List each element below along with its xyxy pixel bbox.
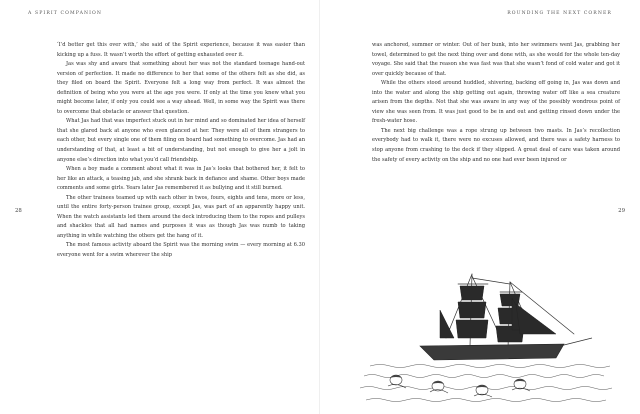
- body-text-left: [57, 41, 305, 261]
- swimmers: [388, 375, 530, 397]
- hull: [420, 344, 564, 360]
- paragraph: What Jas had that was imperfect stuck out in her mind and so dominated her idea of herself that she glared back at anyone who even glanced at her. They were all of them strangers to each other, but every single one of them filing on board had something to overcome. Jas had an understanding of that, at least a bit of understanding, but not enough to give her a jolt in anyone else’s direction into what you’d call friendship.: [57, 118, 305, 163]
- paragraph: When a boy made a comment about what it was in Jas’s looks that bothered her, it felt to her like an attack, a teasing jab, and she shrank back in defiance and shame. Other boys made comments and some girls. Years later Jas remembered it as bullying and it still burned.: [57, 166, 305, 192]
- paragraph: was anchored, summer or winter. Out of her bunk, into her swimmers went Jas, grabbing her towel, determined to get the next thing over and done with, as she would for the whole ten-day voyage. She said that the reason she was fast was that she wasn’t fond of cold water and got it over quickly because of that.: [372, 42, 620, 77]
- paragraph: The most famous activity aboard the Spirit was the morning swim — every morning at 6.30 everyone went for a swim wherever the ship: [57, 242, 305, 259]
- ship-and-swimmers-sketch: [360, 268, 622, 410]
- sails: [440, 286, 556, 342]
- page-number-left: 28: [15, 208, 22, 214]
- running-head-right: ROUNDING THE NEXT CORNER: [507, 11, 612, 16]
- paragraph: Jas was shy and aware that something about her was not the standard teenage hand-out version of perfection. It made no difference to her that some of the others felt as she did, as they filed on board the Spirit. Everyone felt a long way from perfect. It was almost the definition of being who you were at the age you were. If only at the time you knew what you might become later, if only you could see a way ahead. Well, in some way the Spirit was there to overcome that obstacle or answer that question.: [57, 61, 305, 115]
- body-text-right: [372, 41, 620, 165]
- paragraph: The next big challenge was a rope strung up between two masts. In Jas’s recollection everybody had to walk it, there were no excuses allowed, and there was a safety harness to stop anyone from crashing to the deck if they slipped. A great deal of care was taken around the safety of every activity on the ship and no one had ever been injured or: [372, 127, 620, 163]
- running-head-left: A SPIRIT COMPANION: [28, 11, 103, 16]
- paragraph: While the others stood around huddled, shivering, backing off going in, Jas was down and into the water and along the ship getting out again, throwing water off like a sea creature arisen from the depths. Not that she was aware in any way of the possibly wondrous point of view she was seen from. It was just good to be in and out and getting rinsed down under the fresh-water hose.: [372, 80, 620, 125]
- swimmer-hair: [390, 375, 526, 388]
- paragraph: ‘I’d better get this over with,’ she said of the Spirit experience, because it was easier than kicking up a fuss. It wasn’t worth the effort of getting exhausted over it.: [57, 42, 305, 58]
- paragraph: The other trainees teamed up with each other in twos, fours, eights and tens, more or less, until the entire forty-person trainee group, except Jas, was part of an apparently happy unit. When the watch assistants led them around the deck introducing them to the ropes and pulleys and shackles that all had names and purposes it was as though Jas was numb to taking anything in while watching the others get the hang of it.: [57, 194, 305, 239]
- page-number-right: 29: [618, 208, 625, 214]
- sailing-ship-illustration: [360, 268, 622, 410]
